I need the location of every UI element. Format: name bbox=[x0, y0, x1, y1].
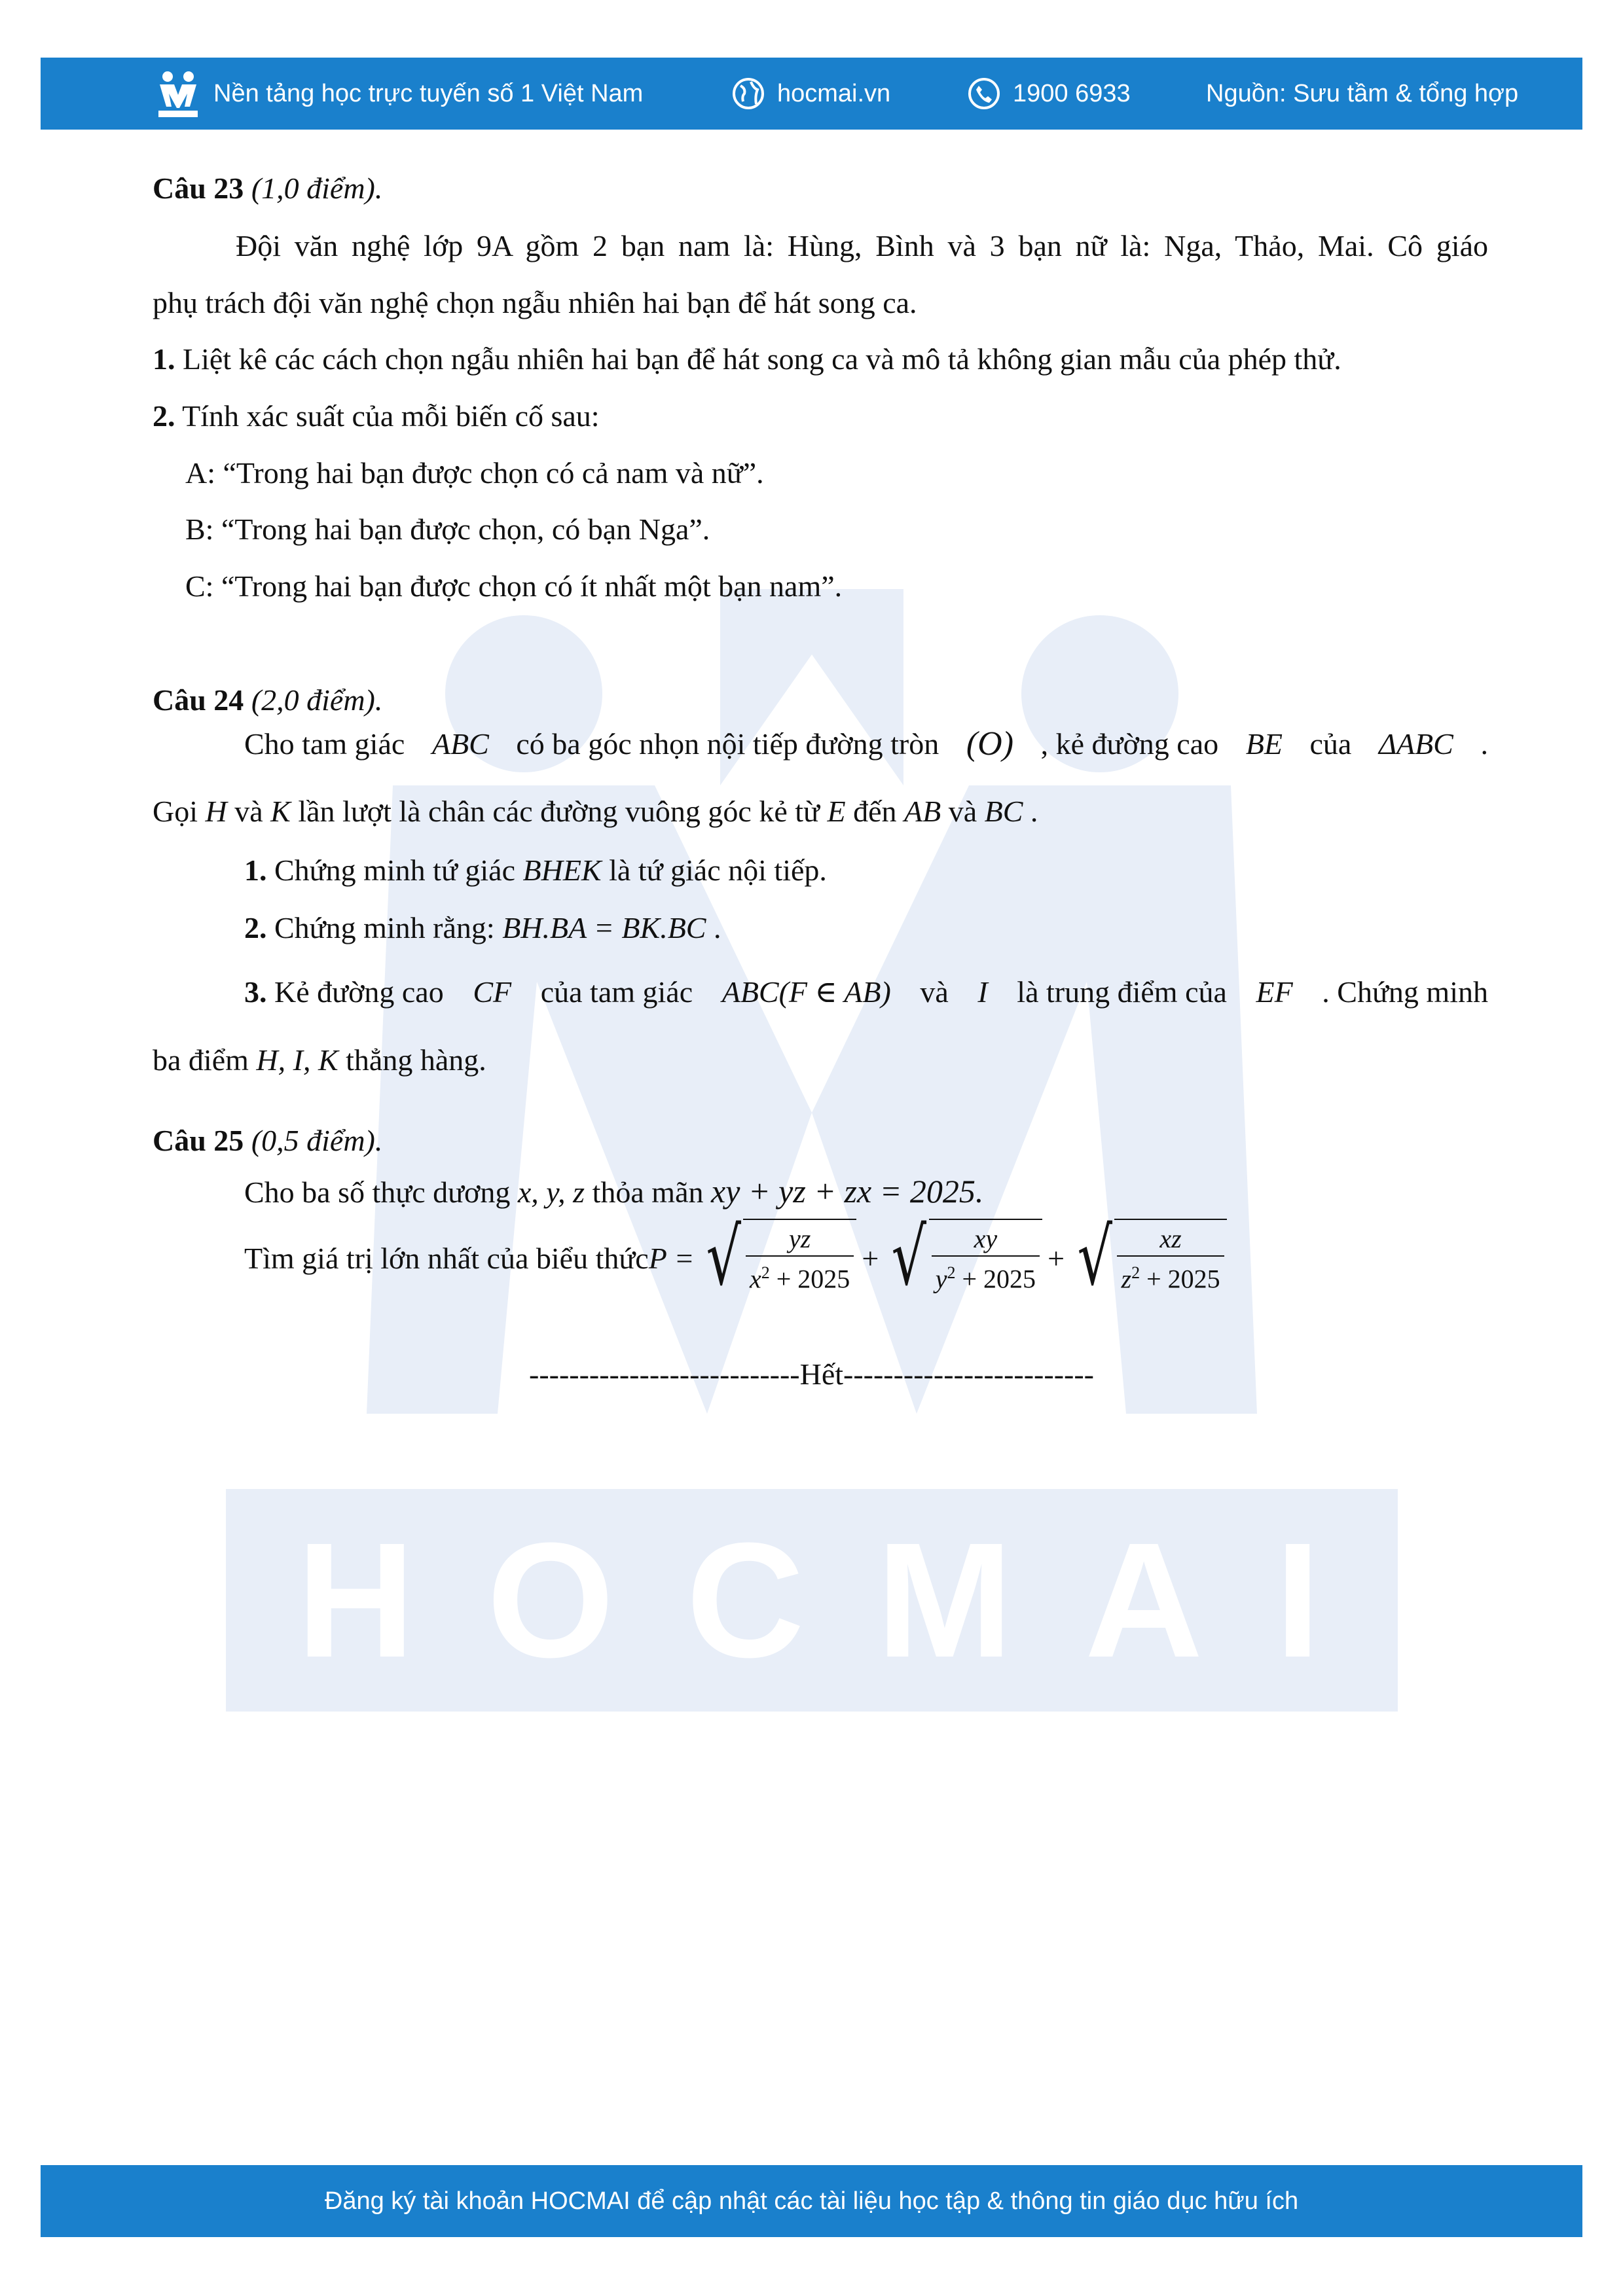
q24-l2-k: K bbox=[270, 795, 291, 828]
header-source-text: Nguồn: Sưu tầm & tổng hợp bbox=[1206, 79, 1519, 107]
q25-plus-1: + bbox=[862, 1241, 879, 1275]
q24-l1-c: , kẻ đường cao bbox=[1040, 727, 1219, 761]
q25-frac-2-var: y bbox=[935, 1264, 947, 1294]
q25-line2 bbox=[244, 1212, 1227, 1303]
q24-l1-abc: ABC bbox=[431, 727, 489, 761]
q23-part2-text: Tính xác suất của mỗi biến cố sau: bbox=[175, 399, 600, 433]
q25-frac-1-num: yz bbox=[788, 1224, 811, 1253]
q24-part3-abc: ABC(F ∈ AB) bbox=[721, 975, 891, 1009]
q23-points: (1,0 điểm). bbox=[251, 171, 383, 205]
sqrt-sign-icon: √ bbox=[705, 1212, 741, 1303]
q24-l2-h: H bbox=[205, 795, 227, 828]
q24-l3-a: ba điểm bbox=[153, 1043, 257, 1077]
q25-label: Câu 25 bbox=[153, 1124, 244, 1157]
footer-bar bbox=[41, 2165, 1582, 2237]
q24-l1-o: (O) bbox=[966, 725, 1014, 762]
q24-part2 bbox=[244, 908, 721, 948]
q23-intro-line2: phụ trách đội văn nghệ chọn ngẫu nhiên hai bạn để hát song ca. bbox=[153, 286, 917, 319]
q25-frac-2-den bbox=[932, 1255, 1040, 1295]
q25-l1-xyz: x, y, z bbox=[517, 1175, 585, 1209]
q25-frac-3-rest: + 2025 bbox=[1140, 1264, 1220, 1294]
q24-l3-hik: H, I, K bbox=[256, 1043, 338, 1077]
q24-l2-ab: AB bbox=[903, 795, 941, 828]
q23-event-a: A: “Trong hai bạn được chọn có cả nam và nữ”. bbox=[185, 456, 764, 490]
q24-part1-a: Chứng minh tứ giác bbox=[266, 853, 523, 887]
q25-sqrt-3 bbox=[1070, 1212, 1227, 1303]
q24-l2-d: đến bbox=[845, 795, 904, 828]
q24-part3-b: của tam giác bbox=[540, 975, 693, 1009]
q25-frac-1-rest: + 2025 bbox=[769, 1264, 850, 1294]
q25-sqrt-1 bbox=[699, 1212, 857, 1303]
hocmai-logo-icon bbox=[152, 67, 204, 120]
q25-points: (0,5 điểm). bbox=[251, 1124, 383, 1157]
q25-frac-2-exp: 2 bbox=[947, 1263, 956, 1282]
q24-part3-i: I bbox=[977, 975, 988, 1009]
sqrt-sign-icon: √ bbox=[1077, 1212, 1113, 1303]
q23-heading bbox=[153, 169, 382, 208]
q24-l1-b: có ba góc nhọn nội tiếp đường tròn bbox=[516, 727, 939, 761]
q24-part1-b: là tứ giác nội tiếp. bbox=[601, 853, 827, 887]
q25-line1 bbox=[244, 1172, 983, 1212]
header-slogan-group bbox=[152, 58, 643, 130]
q25-frac-1 bbox=[746, 1223, 854, 1295]
q24-part3 bbox=[244, 973, 1488, 1012]
q25-frac-1-den bbox=[746, 1255, 854, 1295]
q25-frac-3 bbox=[1117, 1223, 1224, 1295]
q24-part2-eq: BH.BA = BK.BC bbox=[502, 911, 706, 944]
header-website[interactable]: hocmai.vn bbox=[777, 79, 891, 107]
phone-icon bbox=[967, 77, 1001, 111]
header-phone-group[interactable] bbox=[967, 58, 1131, 130]
q24-part3-c: và bbox=[920, 975, 949, 1009]
q24-l2-f: và bbox=[941, 795, 985, 828]
q24-part3-cf: CF bbox=[473, 975, 512, 1009]
q24-heading bbox=[153, 681, 382, 720]
q24-l1-d: của bbox=[1309, 727, 1352, 761]
q24-l1-tri: ΔABC bbox=[1378, 727, 1453, 761]
q24-line1 bbox=[244, 725, 1488, 764]
q24-part1-num: 1. bbox=[244, 853, 267, 887]
q25-heading bbox=[153, 1121, 382, 1160]
watermark-text: HOCMAI bbox=[226, 1489, 1398, 1712]
q24-l1-a: Cho tam giác bbox=[244, 727, 405, 761]
q24-part2-a: Chứng minh rằng: bbox=[266, 911, 503, 944]
q24-part3-num: 3. bbox=[244, 975, 267, 1009]
q24-l3-b: thẳng hàng. bbox=[338, 1043, 486, 1077]
header-source bbox=[1206, 58, 1518, 130]
q24-part3-d: là trung điểm của bbox=[1017, 975, 1227, 1009]
sqrt-sign-icon: √ bbox=[891, 1212, 927, 1303]
q23-event-c: C: “Trong hai bạn được chọn có ít nhất một bạn nam”. bbox=[185, 569, 843, 603]
q24-line3 bbox=[153, 1041, 486, 1080]
q24-l2-e: E bbox=[827, 795, 846, 828]
footer-text: Đăng ký tài khoản HOCMAI để cập nhật các tài liệu học tập & thông tin giáo dục hữu ích bbox=[324, 2187, 1299, 2215]
q25-p-label: P = bbox=[648, 1241, 695, 1275]
q24-part1 bbox=[244, 851, 827, 890]
q25-frac-3-den bbox=[1117, 1255, 1224, 1295]
q23-event-b: B: “Trong hai bạn được chọn, có bạn Nga”. bbox=[185, 512, 710, 546]
q25-l1-eq: xy + yz + zx = 2025. bbox=[711, 1173, 984, 1210]
q24-l2-g: . bbox=[1023, 795, 1038, 828]
q24-line2 bbox=[153, 792, 1038, 831]
q23-intro-line1: Đội văn nghệ lớp 9A gồm 2 bạn nam là: Hùng, Bình và 3 bạn nữ là: Nga, Thảo, Mai. Cô giáo bbox=[236, 229, 1488, 262]
q25-l1-b: thỏa mãn bbox=[585, 1175, 711, 1209]
q23-part1-text: Liệt kê các cách chọn ngẫu nhiên hai bạn để hát song ca và mô tả không gian mẫu của phép thử. bbox=[175, 342, 1341, 376]
q25-frac-2 bbox=[932, 1223, 1040, 1295]
q24-part3-ef: EF bbox=[1256, 975, 1293, 1009]
q23-label: Câu 23 bbox=[153, 171, 244, 205]
q24-l2-c: lần lượt là chân các đường vuông góc kẻ từ bbox=[290, 795, 828, 828]
q25-plus-2: + bbox=[1048, 1241, 1065, 1275]
q25-frac-2-num: xy bbox=[974, 1224, 998, 1253]
q25-frac-3-var: z bbox=[1121, 1264, 1132, 1294]
q24-l2-a: Gọi bbox=[153, 795, 206, 828]
header-phone[interactable]: 1900 6933 bbox=[1013, 79, 1131, 107]
q24-part3-a: Kẻ đường cao bbox=[266, 975, 444, 1009]
q24-label: Câu 24 bbox=[153, 683, 244, 717]
q25-l1-a: Cho ba số thực dương bbox=[244, 1175, 518, 1209]
q24-part1-bhek: BHEK bbox=[522, 853, 602, 887]
q24-part3-e: . Chứng minh bbox=[1322, 975, 1488, 1009]
globe-icon bbox=[731, 77, 765, 111]
q25-frac-3-num: xz bbox=[1159, 1224, 1182, 1253]
q25-frac-3-exp: 2 bbox=[1131, 1263, 1140, 1282]
q24-points: (2,0 điểm). bbox=[251, 683, 383, 717]
q25-frac-2-rest: + 2025 bbox=[955, 1264, 1036, 1294]
q23-part2-num: 2. bbox=[153, 399, 175, 433]
q23-part1 bbox=[153, 340, 1341, 379]
q24-l2-b: và bbox=[227, 795, 271, 828]
end-mark: ---------------------------Hết------------------------- bbox=[529, 1357, 1094, 1391]
q24-l1-be: BE bbox=[1245, 727, 1283, 761]
q25-sqrt-2 bbox=[884, 1212, 1042, 1303]
q24-part2-num: 2. bbox=[244, 911, 267, 944]
header-bar bbox=[41, 58, 1582, 130]
q23-part2 bbox=[153, 397, 600, 436]
q25-frac-1-var: x bbox=[749, 1264, 761, 1294]
q24-part2-b: . bbox=[706, 911, 721, 944]
q24-l2-bc: BC bbox=[984, 795, 1023, 828]
q23-part1-num: 1. bbox=[153, 342, 175, 376]
q25-frac-1-exp: 2 bbox=[761, 1263, 770, 1282]
header-website-group[interactable] bbox=[731, 58, 890, 130]
header-slogan: Nền tảng học trực tuyến số 1 Việt Nam bbox=[213, 79, 644, 107]
q25-l2-a: Tìm giá trị lớn nhất của biểu thức bbox=[244, 1241, 649, 1275]
q24-l1-e: . bbox=[1480, 727, 1488, 761]
